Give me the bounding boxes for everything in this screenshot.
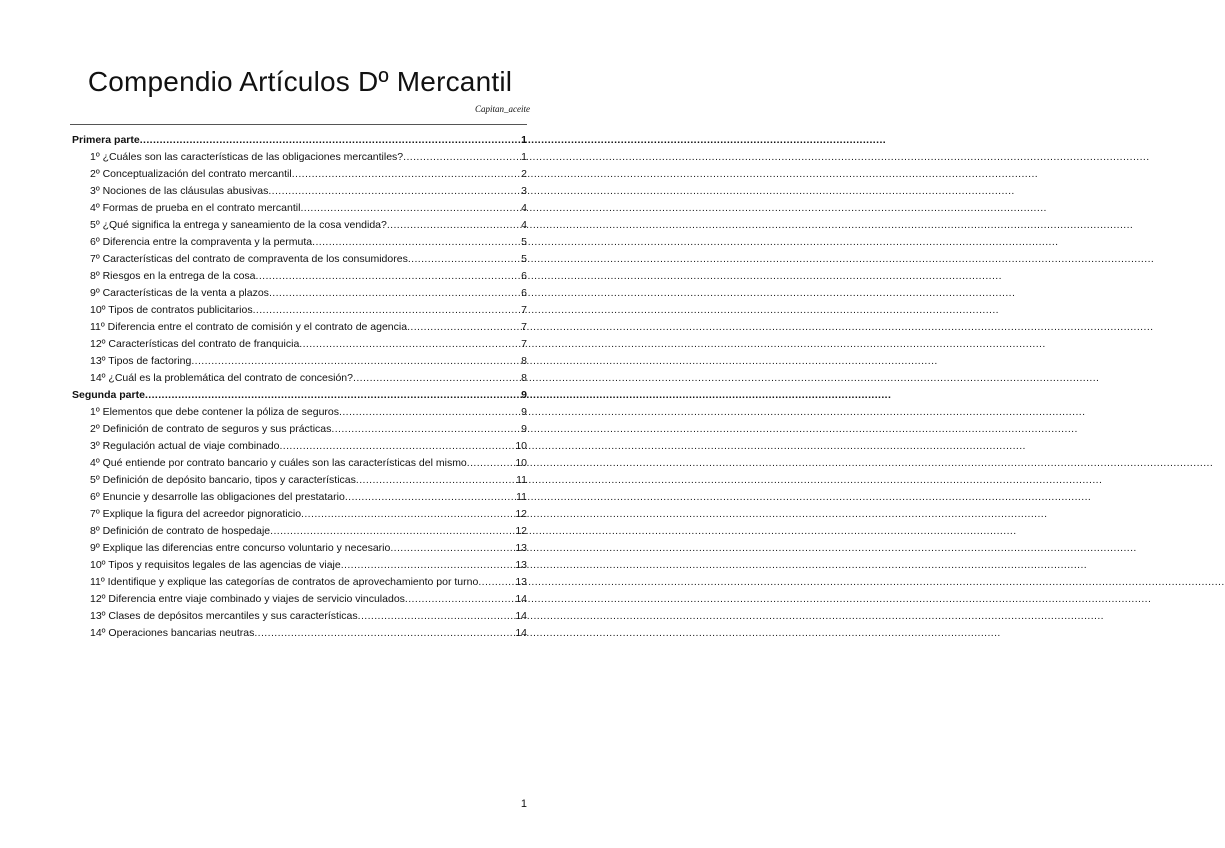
toc-page-number: 13 [515, 542, 527, 554]
toc-entry[interactable] [72, 440, 527, 457]
toc-entry-label: 10º Tipos de contratos publicitarios [90, 304, 253, 316]
toc-leader-dots [191, 355, 520, 367]
toc-entry-label: 7º Explique la figura del acreedor pignoraticio [90, 508, 302, 520]
toc-page-number: 9 [521, 423, 527, 435]
toc-entry-label: 4º Qué entiende por contrato bancario y cuáles son las características del mismo [90, 457, 467, 469]
toc-entry[interactable] [72, 491, 527, 508]
toc-leader-dots [478, 576, 514, 588]
toc-entry[interactable] [72, 406, 527, 423]
toc-leader-dots [312, 236, 520, 248]
toc-leader-dots [268, 185, 520, 197]
toc-leader-dots [292, 168, 520, 180]
toc-entry-label: 1º ¿Cuáles son las características de las obligaciones mercantiles? [90, 151, 404, 163]
toc-leader-dots [254, 627, 514, 639]
toc-page-number: 4 [521, 202, 527, 214]
toc-part-heading[interactable] [72, 389, 527, 406]
toc-page-number: 10 [515, 457, 527, 469]
toc-page-number: 10 [515, 440, 527, 452]
toc-entry-label: 2º Definición de contrato de seguros y sus prácticas [90, 423, 332, 435]
toc-page-number: 9 [521, 389, 527, 401]
toc-entry[interactable] [72, 610, 527, 627]
toc-leader-dots [145, 389, 520, 401]
toc-entry[interactable] [72, 168, 527, 185]
toc-entry-label: 11º Diferencia entre el contrato de comisión y el contrato de agencia [90, 321, 408, 333]
toc-entry-label: 1º Elementos que debe contener la póliza de seguros [90, 406, 340, 418]
toc-leader-dots [407, 321, 520, 333]
toc-page-number: 5 [521, 253, 527, 265]
toc-entry[interactable] [72, 236, 527, 253]
toc-leader-dots [256, 270, 521, 282]
toc-entry-label: 14º Operaciones bancarias neutras [90, 627, 255, 639]
toc-leader-dots [405, 593, 514, 605]
toc-entry[interactable] [72, 542, 527, 559]
toc-entry[interactable] [72, 372, 527, 389]
toc-page-number: 9 [521, 406, 527, 418]
toc-entry[interactable] [72, 423, 527, 440]
toc-part-heading[interactable] [72, 134, 527, 151]
toc-entry[interactable] [72, 474, 527, 491]
toc-leader-dots [299, 338, 520, 350]
toc-entry-label: 3º Nociones de las cláusulas abusivas [90, 185, 269, 197]
toc-entry-label: 12º Diferencia entre viaje combinado y viajes de servicio vinculados [90, 593, 405, 605]
toc-leader-dots [269, 287, 520, 299]
document-title: Compendio Artículos Dº Mercantil [87, 66, 513, 97]
toc-leader-dots [403, 151, 520, 163]
toc-entry[interactable] [72, 202, 527, 219]
table-of-contents [72, 134, 527, 644]
author-signature: Capitan_aceite [475, 104, 530, 114]
toc-entry-label: Primera parte [72, 134, 140, 146]
toc-entry-label: 8º Definición de contrato de hospedaje [90, 525, 271, 537]
toc-entry-label: 11º Identifique y explique las categorías de contratos de aprovechamiento por turno [90, 576, 479, 588]
toc-entry-label: 14º ¿Cuál es la problemática del contrato de concesión? [90, 372, 353, 384]
toc-page-number: 11 [516, 474, 527, 486]
toc-page-number: 13 [515, 559, 527, 571]
toc-entry-label: 5º ¿Qué significa la entrega y saneamiento de la cosa vendida? [90, 219, 387, 231]
toc-leader-dots [339, 406, 520, 418]
toc-entry-label: 3º Regulación actual de viaje combinado [90, 440, 280, 452]
toc-entry[interactable] [72, 338, 527, 355]
toc-leader-dots [253, 304, 521, 316]
toc-leader-dots [270, 525, 514, 537]
toc-page-number: 13 [515, 576, 527, 588]
toc-entry-label: 6º Diferencia entre la compraventa y la permuta [90, 236, 313, 248]
toc-page-number: 1 [521, 134, 527, 146]
toc-entry-label: 12º Características del contrato de franquicia [90, 338, 300, 350]
toc-page-number: 7 [521, 338, 527, 350]
toc-entry[interactable] [72, 151, 527, 168]
toc-entry-label: 4º Formas de prueba en el contrato mercantil [90, 202, 301, 214]
toc-entry-label: 13º Clases de depósitos mercantiles y sus características [90, 610, 358, 622]
toc-entry-label: 10º Tipos y requisitos legales de las agencias de viaje [90, 559, 341, 571]
toc-leader-dots [341, 559, 515, 571]
toc-entry-label: 6º Enuncie y desarrolle las obligaciones del prestatario [90, 491, 345, 503]
toc-page-number: 7 [521, 321, 527, 333]
toc-entry-label: 13º Tipos de factoring [90, 355, 192, 367]
toc-leader-dots [408, 253, 520, 265]
toc-leader-dots [300, 202, 520, 214]
toc-entry[interactable] [72, 525, 527, 542]
toc-page-number: 8 [521, 355, 527, 367]
toc-page-number: 12 [515, 508, 527, 520]
toc-entry-label: 9º Explique las diferencias entre concurso voluntario y necesario [90, 542, 391, 554]
toc-page-number: 1 [521, 151, 527, 163]
toc-leader-dots [301, 508, 514, 520]
toc-entry[interactable] [72, 627, 527, 644]
toc-entry[interactable] [72, 457, 527, 474]
toc-page-number: 14 [515, 593, 527, 605]
toc-page-number: 2 [521, 168, 527, 180]
toc-entry[interactable] [72, 355, 527, 372]
toc-entry[interactable] [72, 185, 527, 202]
toc-page-number: 7 [521, 304, 527, 316]
toc-leader-dots [140, 134, 520, 146]
toc-leader-dots [387, 219, 520, 231]
toc-entry[interactable] [72, 219, 527, 236]
toc-entry[interactable] [72, 576, 527, 593]
toc-leader-dots [390, 542, 514, 554]
toc-entry[interactable] [72, 270, 527, 287]
toc-entry-label: 5º Definición de depósito bancario, tipos y características [90, 474, 356, 486]
toc-leader-dots [331, 423, 520, 435]
toc-page-number: 14 [515, 627, 527, 639]
toc-leader-dots [345, 491, 515, 503]
toc-leader-dots [356, 474, 515, 486]
toc-entry-label: 8º Riesgos en la entrega de la cosa [90, 270, 256, 282]
toc-leader-dots [467, 457, 515, 469]
toc-page-number: 3 [521, 185, 527, 197]
toc-page-number: 6 [521, 270, 527, 282]
toc-page-number: 5 [521, 236, 527, 248]
toc-leader-dots [353, 372, 520, 384]
toc-entry-label: 7º Características del contrato de compraventa de los consumidores [90, 253, 408, 265]
toc-page-number: 4 [521, 219, 527, 231]
toc-page-number: 11 [516, 491, 527, 503]
toc-entry-label: 2º Conceptualización del contrato mercantil [90, 168, 292, 180]
toc-leader-dots [279, 440, 514, 452]
toc-entry[interactable] [72, 304, 527, 321]
toc-entry-label: Segunda parte [72, 389, 145, 401]
toc-entry[interactable] [72, 287, 527, 304]
toc-entry[interactable] [72, 321, 527, 338]
toc-leader-dots [358, 610, 515, 622]
toc-entry-label: 9º Características de la venta a plazos [90, 287, 269, 299]
toc-page-number: 12 [515, 525, 527, 537]
toc-page-number: 8 [521, 372, 527, 384]
page-number: 1 [520, 798, 527, 810]
toc-page-number: 14 [515, 610, 527, 622]
toc-entry[interactable] [72, 253, 527, 270]
title-divider [70, 124, 527, 125]
toc-entry[interactable] [72, 559, 527, 576]
toc-page-number: 6 [521, 287, 527, 299]
toc-entry[interactable] [72, 593, 527, 610]
toc-entry[interactable] [72, 508, 527, 525]
